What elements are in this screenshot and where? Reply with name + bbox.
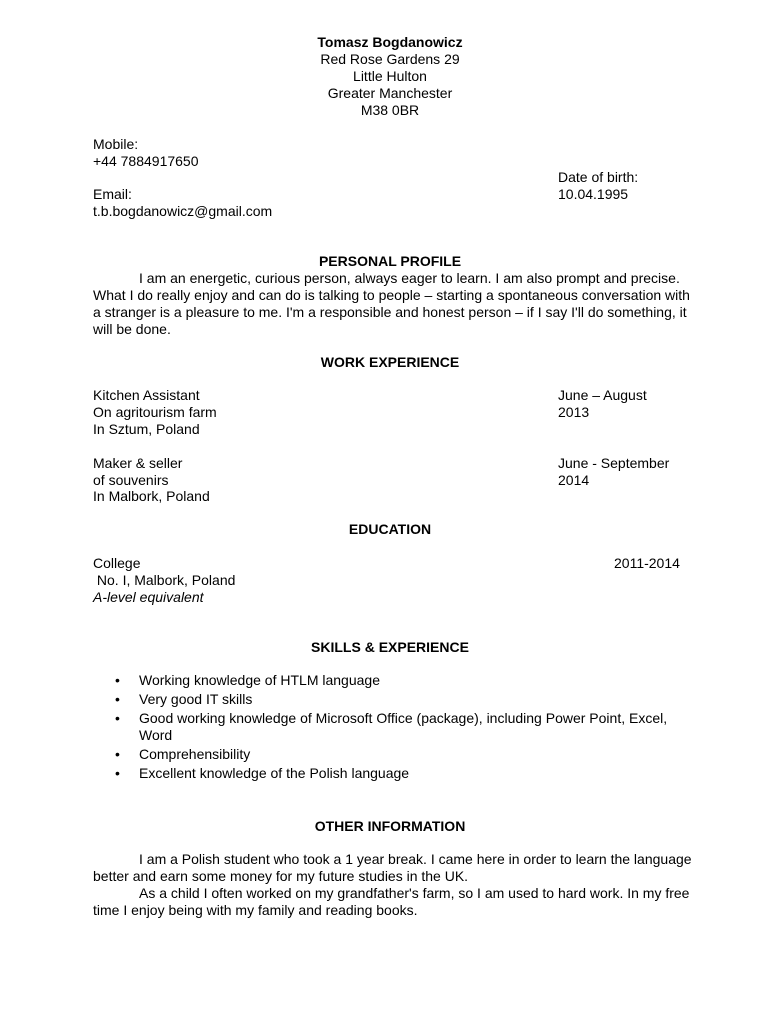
skill-item — [93, 691, 693, 708]
job-2-place: of souvenirs — [93, 472, 169, 488]
skill-item — [93, 710, 693, 744]
skills-list — [93, 672, 693, 784]
email-value: t.b.bogdanowicz@gmail.com — [93, 203, 273, 219]
other-text — [93, 851, 693, 919]
dob-value: 10.04.1995 — [558, 186, 629, 202]
other-heading: OTHER INFORMATION — [314, 818, 466, 834]
skill-item — [93, 746, 693, 763]
profile-text — [93, 270, 693, 338]
mobile-value: +44 7884917650 — [93, 153, 199, 169]
address-line-2: Little Hulton — [353, 68, 427, 84]
other-paragraph-1: I am a Polish student who took a 1 year break. I came here in order to learn the language better and earn some money for my future studies in the UK. — [93, 851, 692, 884]
job-2-year: 2014 — [558, 472, 590, 488]
job-2-title: Maker & seller — [93, 455, 183, 471]
skill-text: Excellent knowledge of the Polish language — [139, 765, 410, 781]
bullet-icon: • — [115, 765, 120, 781]
dob-label: Date of birth: — [558, 169, 639, 185]
job-2-location: In Malbork, Poland — [93, 488, 210, 504]
bullet-icon: • — [115, 710, 120, 726]
skill-text: Good working knowledge of Microsoft Office (package), including Power Point, Excel, Word — [139, 710, 668, 743]
skill-text: Very good IT skills — [139, 691, 253, 707]
other-paragraph-2: As a child I often worked on my grandfather's farm, so I am used to hard work. In my free time I enjoy being with my family and reading books. — [93, 885, 690, 918]
job-1-place: On agritourism farm — [93, 404, 217, 420]
job-1-location: In Sztum, Poland — [93, 421, 200, 437]
address-line-4: M38 0BR — [360, 102, 420, 118]
school-location: No. I, Malbork, Poland — [93, 572, 236, 588]
job-2-months: June - September — [558, 455, 670, 471]
skill-item — [93, 765, 693, 782]
job-1-months: June – August — [558, 387, 647, 403]
bullet-icon: • — [115, 672, 120, 688]
skills-heading: SKILLS & EXPERIENCE — [311, 639, 469, 655]
candidate-name: Tomasz Bogdanowicz — [317, 34, 463, 50]
skill-item — [93, 672, 693, 689]
profile-heading: PERSONAL PROFILE — [318, 253, 462, 269]
address-line-3: Greater Manchester — [327, 85, 453, 101]
work-heading: WORK EXPERIENCE — [320, 354, 460, 370]
bullet-icon: • — [115, 746, 120, 762]
school-name: College — [93, 555, 141, 571]
bullet-icon: • — [115, 691, 120, 707]
address-line-1: Red Rose Gardens 29 — [320, 51, 460, 67]
mobile-label: Mobile: — [93, 136, 139, 152]
education-years: 2011-2014 — [614, 555, 680, 571]
profile-paragraph: I am an energetic, curious person, always eager to learn. I am also prompt and precise. What I do really enjoy and can do is talking to people – starting a spontaneous conversation with a stranger is a pleasure to me. I'm a responsible and honest person – if I say I'll do something, it will be done. — [93, 270, 690, 337]
skill-text: Comprehensibility — [139, 746, 251, 762]
job-1-title: Kitchen Assistant — [93, 387, 200, 403]
email-label: Email: — [93, 186, 132, 202]
education-level: A-level equivalent — [93, 589, 204, 605]
job-1-year: 2013 — [558, 404, 590, 420]
education-heading: EDUCATION — [348, 521, 432, 537]
skill-text: Working knowledge of HTLM language — [139, 672, 380, 688]
